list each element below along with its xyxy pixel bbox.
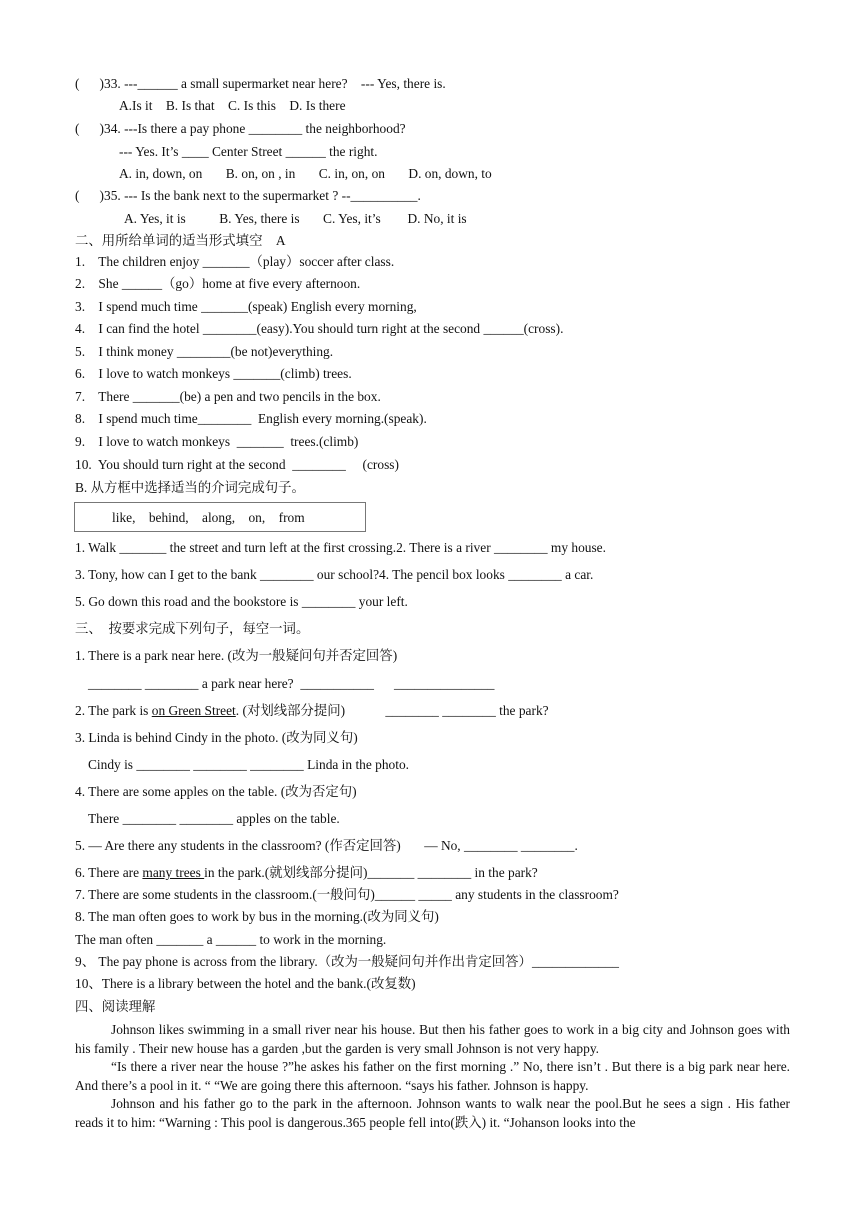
reading-paragraph-1: Johnson likes swimming in a small river near his house. But then his father goes to work in a big city and Johnson goes with his family . Their new house has a garden ,but the garden is very small Johnson is not very happy. bbox=[75, 1022, 790, 1056]
fill-item-1: 1. The children enjoy _______（play）soccer after class. bbox=[75, 254, 395, 269]
question-34-line2: --- Yes. It’s ____ Center Street ______ the right. bbox=[119, 144, 378, 159]
rewrite-q2-underlined: on Green Street bbox=[151, 703, 236, 718]
rewrite-q2 bbox=[75, 703, 549, 719]
rewrite-q6-text-b: in the park.(就划线部分提问)_______ ________ in the park? bbox=[204, 865, 538, 880]
rewrite-q1-answer: ________ ________ a park near here? ___________ _______________ bbox=[88, 676, 495, 691]
section-4-heading: 四、阅读理解 bbox=[75, 999, 156, 1014]
fill-item-9: 9. I love to watch monkeys _______ trees.(climb) bbox=[75, 434, 359, 449]
rewrite-q2-text-a: 2. The park is bbox=[75, 703, 152, 718]
section-2b-heading: B. 从方框中选择适当的介词完成句子。 bbox=[75, 480, 305, 495]
rewrite-q7: 7. There are some students in the classroom.(一般问句)______ _____ any students in the classroom? bbox=[75, 887, 619, 902]
rewrite-q6 bbox=[75, 865, 538, 881]
question-34-options: A. in, down, on B. on, on , in C. in, on, on D. on, down, to bbox=[119, 166, 492, 181]
reading-paragraph-3: Johnson and his father go to the park in the afternoon. Johnson wants to walk near the pool.But he sees a sign . His father reads it to him: “Warning : This pool is dangerous.365 people fell into(跌入) it. “Johanson looks into the bbox=[75, 1096, 790, 1130]
question-35: ( )35. --- Is the bank next to the supermarket ? --__________. bbox=[75, 188, 421, 203]
question-34: ( )34. ---Is there a pay phone ________ the neighborhood? bbox=[75, 121, 406, 136]
question-35-options: A. Yes, it is B. Yes, there is C. Yes, it’s D. No, it is bbox=[124, 211, 467, 226]
rewrite-q3: 3. Linda is behind Cindy in the photo. (改为同义句) bbox=[75, 730, 358, 745]
rewrite-q10: 10、There is a library between the hotel and the bank.(改复数) bbox=[75, 976, 416, 991]
rewrite-q5: 5. — Are there any students in the classroom? (作否定回答) — No, ________ ________. bbox=[75, 838, 578, 853]
fill-item-4: 4. I can find the hotel ________(easy).You should turn right at the second ______(cross). bbox=[75, 321, 564, 336]
prep-item-3-4: 3. Tony, how can I get to the bank ________ our school?4. The pencil box looks ________ a car. bbox=[75, 567, 594, 582]
fill-item-10: 10. You should turn right at the second ________ (cross) bbox=[75, 457, 399, 472]
question-33-options: A.Is it B. Is that C. Is this D. Is there bbox=[119, 98, 346, 113]
reading-passage bbox=[75, 1021, 790, 1133]
rewrite-q6-underlined: many trees bbox=[142, 865, 205, 880]
rewrite-q1: 1. There is a park near here. (改为一般疑问句并否定回答) bbox=[75, 648, 398, 663]
section-3-heading: 三、 按要求完成下列句子，每空一词。 bbox=[75, 621, 310, 636]
rewrite-q4-answer: There ________ ________ apples on the table. bbox=[88, 811, 340, 826]
prep-item-5: 5. Go down this road and the bookstore is ________ your left. bbox=[75, 594, 408, 609]
rewrite-q8: 8. The man often goes to work by bus in the morning.(改为同义句) bbox=[75, 909, 439, 924]
fill-item-6: 6. I love to watch monkeys _______(climb) trees. bbox=[75, 366, 352, 381]
rewrite-q4: 4. There are some apples on the table. (改为否定句) bbox=[75, 784, 357, 799]
fill-item-8: 8. I spend much time________ English every morning.(speak). bbox=[75, 411, 427, 426]
fill-item-2: 2. She ______（go）home at five every afternoon. bbox=[75, 276, 361, 291]
prep-item-1-2: 1. Walk _______ the street and turn left at the first crossing.2. There is a river ________ my house. bbox=[75, 540, 606, 555]
word-box-words: like, behind, along, on, from bbox=[112, 510, 305, 525]
rewrite-q2-text-b: . (对划线部分提问) ________ ________ the park? bbox=[235, 703, 549, 718]
word-box bbox=[74, 502, 366, 532]
rewrite-q6-text-a: 6. There are bbox=[75, 865, 143, 880]
fill-item-3: 3. I spend much time _______(speak) English every morning, bbox=[75, 299, 417, 314]
question-33: ( )33. ---______ a small supermarket near here? --- Yes, there is. bbox=[75, 76, 446, 91]
rewrite-q8-answer: The man often _______ a ______ to work in the morning. bbox=[75, 932, 387, 947]
section-2-heading: 二、用所给单词的适当形式填空 A bbox=[75, 233, 286, 248]
fill-item-7: 7. There _______(be) a pen and two pencils in the box. bbox=[75, 389, 381, 404]
rewrite-q9: 9、 The pay phone is across from the library.（改为一般疑问句并作出肯定回答）_____________ bbox=[75, 954, 619, 969]
rewrite-q3-answer: Cindy is ________ ________ ________ Linda in the photo. bbox=[88, 757, 409, 772]
reading-paragraph-2: “Is there a river near the house ?”he askes his father on the first morning .” No, there isn’t . But there is a big park near here. And there’s a pool in it. “ “We are going there this afternoon. “says his father. Johnson is happy. bbox=[75, 1059, 790, 1093]
fill-item-5: 5. I think money ________(be not)everything. bbox=[75, 344, 334, 359]
